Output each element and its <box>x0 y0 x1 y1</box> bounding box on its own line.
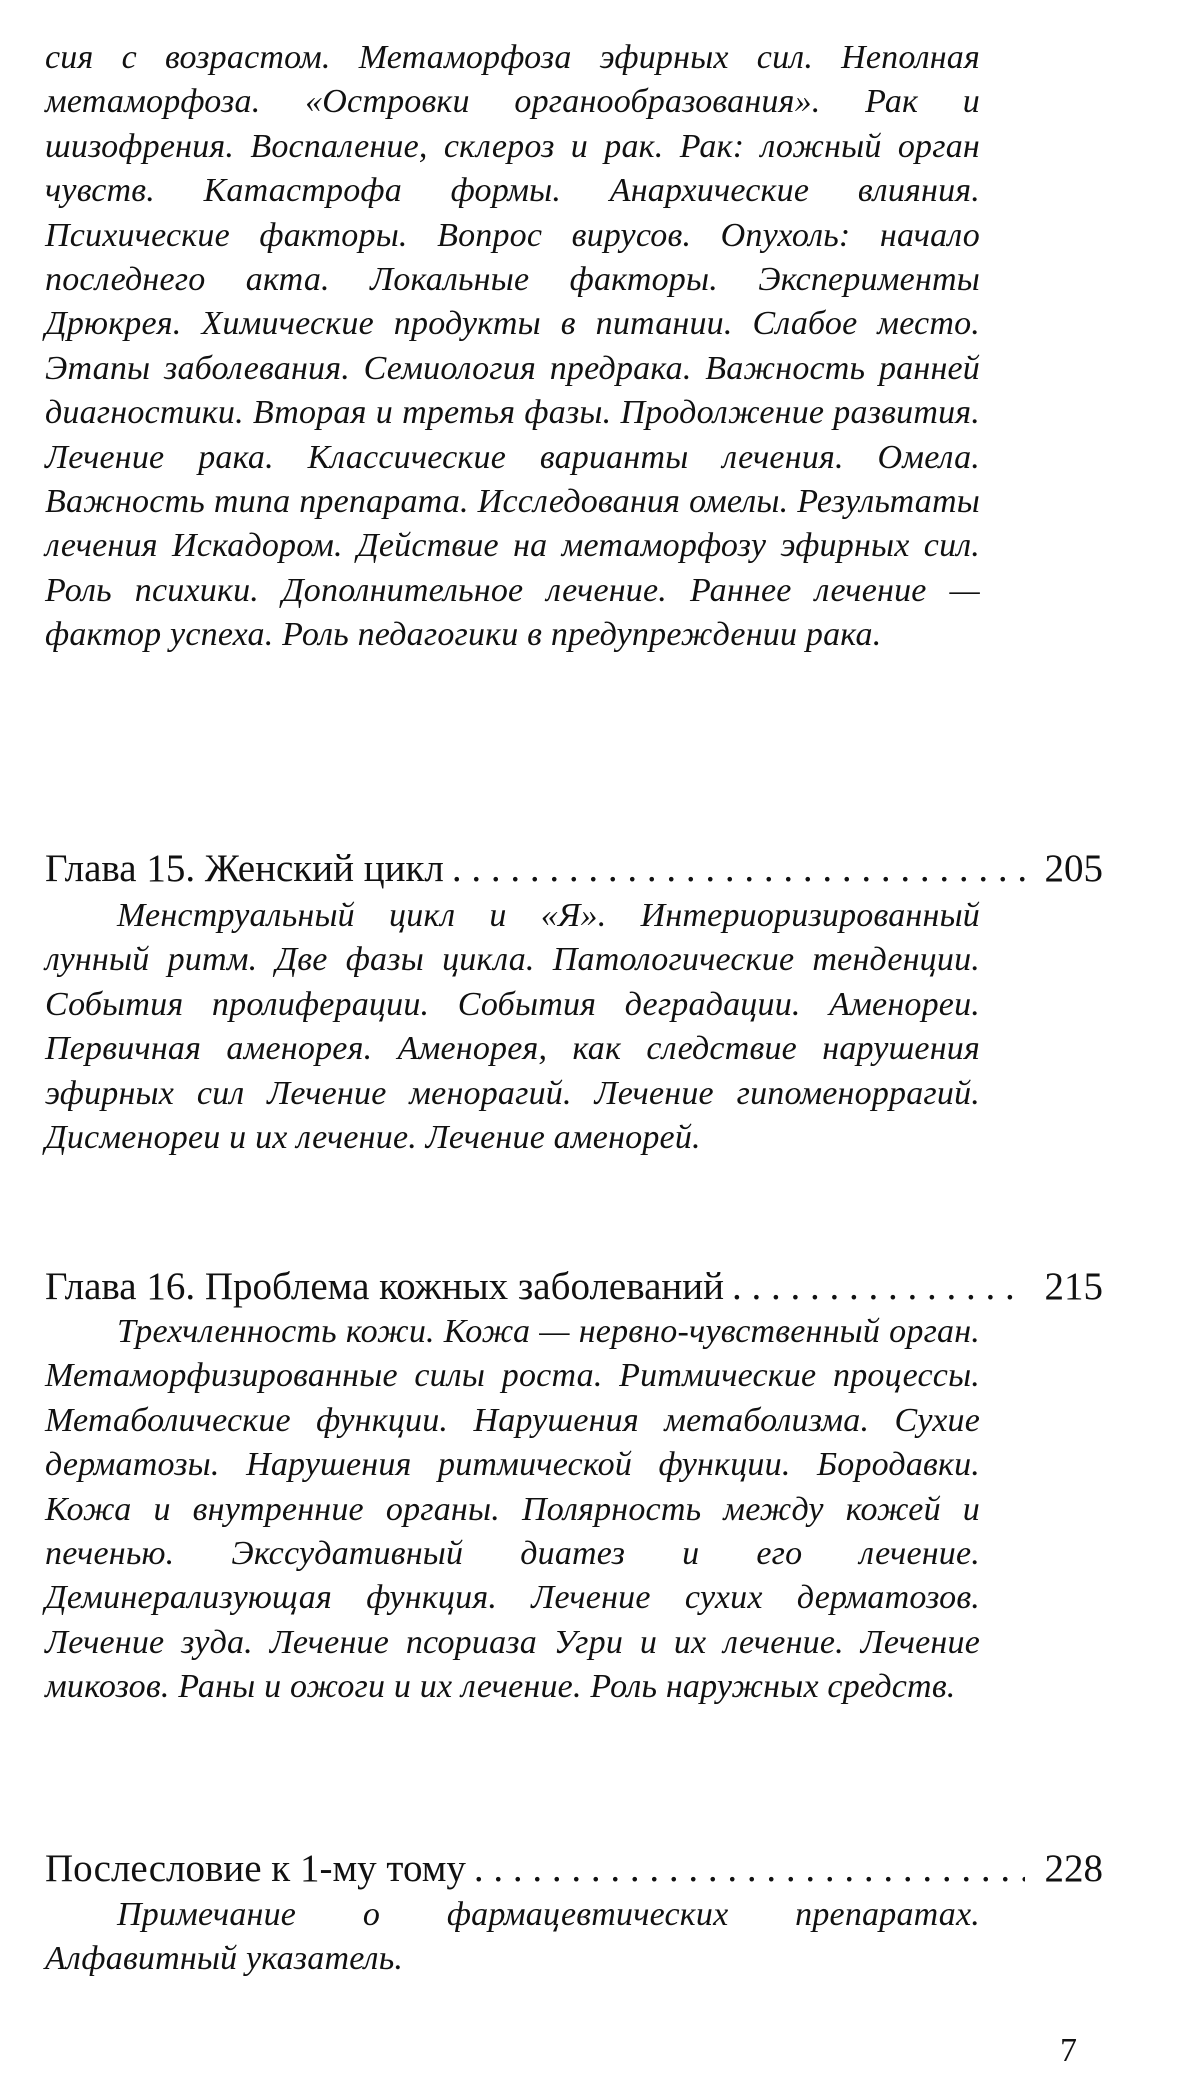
chapter-15-summary: Менструальный цикл и «Я». Интериоризированный лунный ритм. Две фазы цикла. Патологические тенденции. События пролиферации. События деградации. Аменореи. Первичная аменорея. Аменорея, как следствие нарушения эфирных сил Лечение менорагий. Лечение гипоменоррагий. Дисменореи и их лечение. Лечение аменорей. <box>45 897 980 1157</box>
chapter-14-summary-continuation: сия с возрастом. Метаморфоза эфирных сил. Неполная метаморфоза. «Островки органообразования». Рак и шизофрения. Воспаление, склероз и рак. Рак: ложный орган чувств. Катастрофа формы. Анархические влияния. Психические факторы. Вопрос вирусов. Опухоль: начало последнего акта. Локальные факторы. Эксперименты Дрюкрея. Химические продукты в питании. Слабое место. Этапы заболевания. Семиология предрака. Важность ранней диагностики. Вторая и третья фазы. Продолжение развития. Лечение рака. Классические варианты лечения. Омела. Важность типа препарата. Исследования омелы. Результаты лечения Искадором. Действие на метаморфозу эфирных сил. Роль психики. Дополнительное лечение. Раннее лечение — фактор успеха. Роль педагогики в предупреждении рака. <box>45 39 980 654</box>
chapter-title: Глава 15. Женский цикл <box>45 847 444 890</box>
page-number: 215 <box>1044 1265 1103 1308</box>
toc-entry-chapter-16[interactable] <box>45 1264 1103 1316</box>
toc-entry-chapter-15[interactable] <box>45 846 1103 898</box>
leader-dots <box>452 846 1025 891</box>
chapter-title: Послесловие к 1-му тому <box>45 1847 466 1890</box>
chapter-title: Глава 16. Проблема кожных заболеваний <box>45 1265 725 1308</box>
page-number: 228 <box>1044 1847 1103 1890</box>
page-number: 205 <box>1044 847 1103 890</box>
chapter-16-summary: Трехчленность кожи. Кожа — нервно-чувственный орган. Метаморфизированные силы роста. Ритмические процессы. Метаболические функции. Нарушения метаболизма. Сухие дерматозы. Нарушения ритмической функции. Бородавки. Кожа и внутренние органы. Полярность между кожей и печенью. Экссудативный диатез и его лечение. Деминерализующая функция. Лечение сухих дерматозов. Лечение зуда. Лечение псориаза Угри и их лечение. Лечение микозов. Раны и ожоги и их лечение. Роль наружных средств. <box>45 1313 980 1706</box>
leader-dots <box>732 1264 1025 1309</box>
afterword-summary: Примечание о фармацевтических препаратах. Алфавитный указатель. <box>45 1896 980 1978</box>
page-folio: 7 <box>1060 2032 1077 2069</box>
leader-dots <box>474 1846 1025 1891</box>
toc-entry-afterword[interactable] <box>45 1846 1103 1898</box>
